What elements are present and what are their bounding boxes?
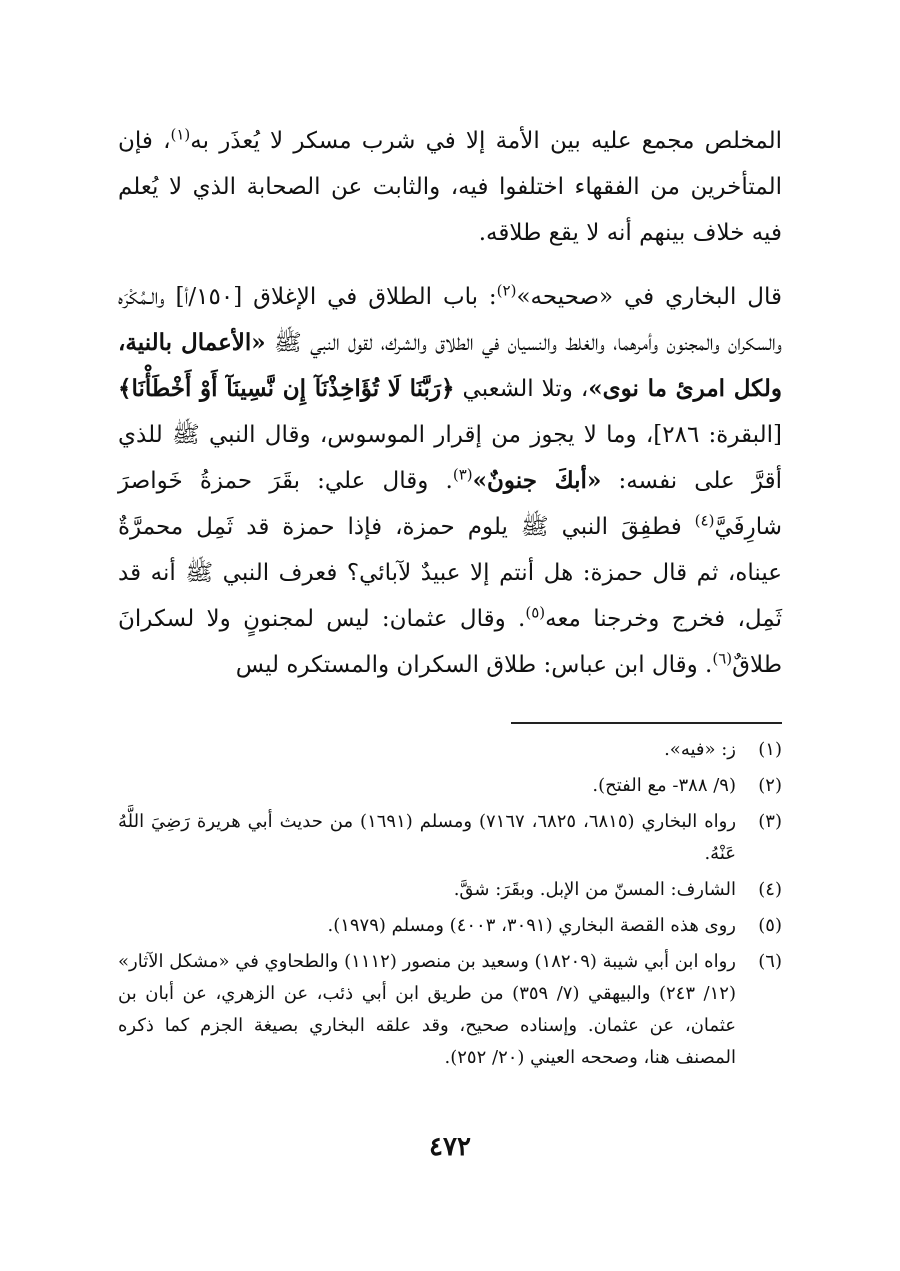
- text-segment: قال البخاري في «صحيحه»: [516, 284, 782, 310]
- text-segment: المخلص مجمع عليه بين الأمة إلا في شرب مسكر لا يُعذَر به: [190, 128, 782, 154]
- quran-verse: ﴿رَبَّنَا لَا تُؤَاخِذْنَآ إِن نَّسِينَآ أَوْ أَخْطَأْنَا﴾: [118, 375, 455, 402]
- footnote-reference: (٣): [452, 465, 473, 484]
- text-segment: . وقال علي: بقَرَ حمزةُ خَواصرَ شارِفَيَّ: [118, 468, 782, 540]
- footnote-number: (٢): [758, 775, 782, 796]
- footnote-number: (٣): [758, 811, 782, 832]
- footnote-reference: (٦): [712, 649, 733, 668]
- main-text: [118, 118, 782, 688]
- footnote-number: (١): [758, 739, 782, 760]
- footnote-text: رواه البخاري (٦٨١٥، ٦٨٢٥، ٧١٦٧) ومسلم (١٦٩١) من حديث أبي هريرة رَضِيَ اللَّهُ عَنْهُ.: [118, 811, 737, 864]
- footnote: [118, 910, 782, 942]
- footnote: [118, 874, 782, 906]
- footnote: [118, 946, 782, 1074]
- footnote-text: رواه ابن أبي شيبة (١٨٢٠٩) وسعيد بن منصور (١١١٢) والطحاوي في «مشكل الآثار» (١٢/ ٢٤٣) والبيهقي (٧/ ٣٥٩) من طريق ابن أبي ذئب، عن الزهري، عن أبان بن عثمان، عن عثمان. وإسناده صحيح، وقد علقه البخاري بصيغة الجزم كما ذكره المصنف هنا، وصححه العيني (٢٠/ ٢٥٢).: [118, 951, 736, 1068]
- footnote-reference: (٢): [496, 281, 517, 300]
- footnote-text: ز: «فيه».: [664, 739, 736, 760]
- footnote-text: (٩/ ٣٨٨- مع الفتح).: [592, 775, 736, 796]
- footnote: [118, 770, 782, 802]
- footnote-number: (٦): [758, 951, 782, 972]
- footnote-number: (٤): [758, 879, 782, 900]
- footnote-text: روى هذه القصة البخاري (٣٠٩١، ٤٠٠٣) ومسلم (١٩٧٩).: [327, 915, 736, 936]
- footnote-separator: [511, 722, 782, 724]
- text-segment: : باب الطلاق في الإغلاق [١٥٠/أ] والـمُكْرَه والسكران والمجنون وأمرهما، والغلط والنسيان في الطلاق والشرك، لقول النبي ﷺ: [118, 284, 783, 356]
- page-number: ٤٧٢: [429, 1132, 471, 1162]
- paragraph: [118, 118, 782, 256]
- footnote: [118, 734, 782, 766]
- hadith-quote: «الأعمال بالنية، ولكل امرئ ما نوى»: [118, 329, 782, 402]
- hadith-quote: «أبكَ جنونٌ»: [472, 467, 602, 494]
- footnote-number: (٥): [758, 915, 782, 936]
- footnotes-list: [118, 734, 782, 1078]
- footnote-reference: (١): [170, 125, 191, 144]
- footnote-reference: (٤): [694, 511, 715, 530]
- text-segment: ، وتلا الشعبي: [454, 376, 589, 402]
- text-segment: فطفِقَ النبي ﷺ يلوم حمزة، فإذا حمزة قد ثَمِل محمرَّةٌ عيناه، ثم قال حمزة: هل أنتم إلا عبيدٌ لآبائي؟ فعرف النبي ﷺ أنه قد ثَمِل، فخرج وخرجنا معه: [118, 514, 782, 632]
- footnote-reference: (٥): [525, 603, 546, 622]
- paragraph: [118, 274, 782, 688]
- text-segment: ، فإن المتأخرين من الفقهاء اختلفوا فيه، والثابت عن الصحابة الذي لا يُعلم فيه خلاف بينهم أنه لا يقع طلاقه.: [118, 128, 782, 246]
- text-segment: . وقال ابن عباس: طلاق السكران والمستكره ليس: [235, 652, 713, 678]
- text-segment: . وقال عثمان: ليس لمجنونٍ ولا لسكرانَ طلاقٌ: [118, 606, 782, 678]
- footnote: [118, 806, 782, 870]
- footnote-text: الشارف: المسنّ من الإبل. وبقَرَ: شقَّ.: [453, 879, 736, 900]
- text-segment: [البقرة: ٢٨٦]، وما لا يجوز من إقرار الموسوس، وقال النبي ﷺ للذي أقرَّ على نفسه:: [118, 422, 782, 494]
